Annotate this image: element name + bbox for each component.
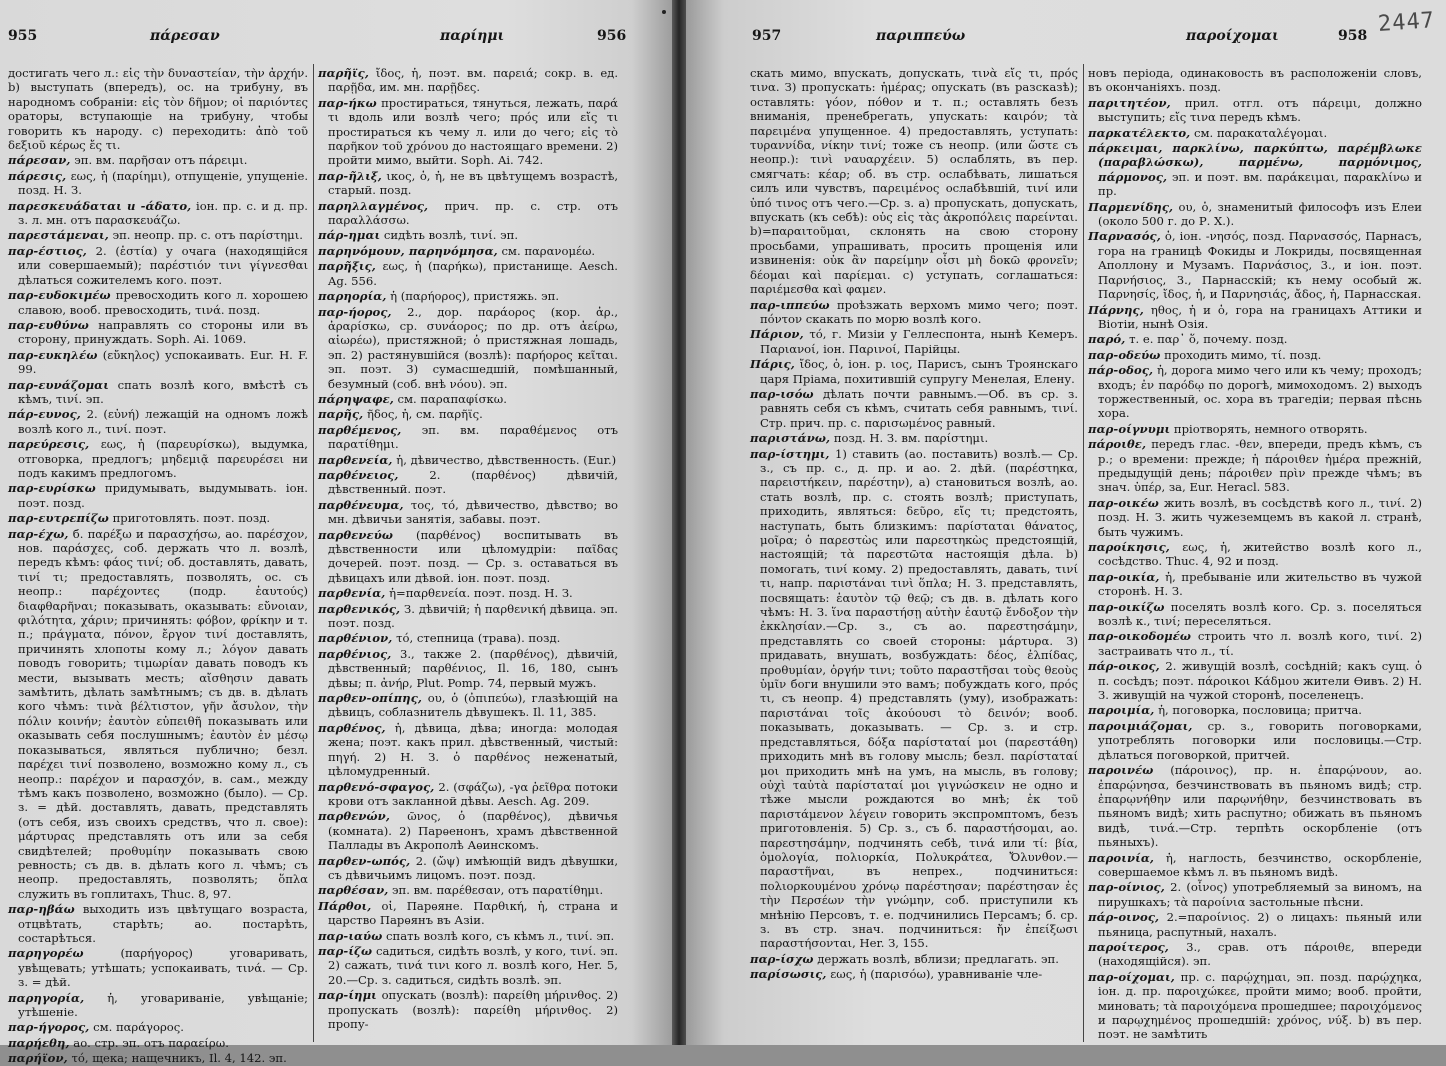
dictionary-entry [1088,880,1422,909]
entry-headword: παρθένιος, [318,646,392,661]
entry-definition: (παρθένος) воспитывать въ дѣвственности или цѣломудріи: παῖδας дочерей. поэт. позд. — Ср. з. оставаться въ дѣвицахъ или дѣвой. іон. поэт. позд. [328,527,618,585]
dictionary-entry [1088,96,1422,125]
dictionary-entry [318,721,618,779]
dictionary-entry [750,66,1078,297]
entry-headword: παρθένευμα, [318,497,404,512]
entry-definition: эп. неопр. пр. с. отъ παρίστημι. [112,228,303,243]
entry-headword: παρῆξις, [318,259,376,274]
entry-headword: Παρμενίδης, [1088,199,1174,214]
entry-definition: ου, ὁ, знаменитый философъ изъ Елеи (около 500 г. до Р. Х.). [1098,199,1423,229]
entry-definition: пріотворять, немного отворять. [1173,421,1368,436]
entry-headword: Παρνασός, [1088,229,1161,244]
entry-headword: παρ-ισόω [750,386,814,401]
dictionary-column [1088,66,1422,1041]
entry-definition: строить что л. возлѣ кого, τινί. 2) застраивать что л., τί. [1098,629,1422,658]
entry-headword: πάρ-οδος, [1088,363,1154,378]
dictionary-column [318,66,618,1041]
entry-definition: 3., срав. отъ πάροιθε, впереди (находящійся). эп. [1098,939,1422,969]
entry-headword: παρ-ήκω [318,95,377,110]
entry-headword: παρθενία, [318,586,386,601]
dictionary-entry [8,288,308,317]
entry-definition: τό, степница (трава). позд. [396,631,561,646]
page-number-957: 957 [752,28,782,44]
header-guide-word: παρίημι [440,28,505,44]
entry-definition: спать возлѣ кого, вмѣстѣ съ кѣмъ, τινί. эп. [18,377,309,406]
dictionary-entry [1088,422,1422,436]
entry-definition: пр. с. παρῴχημαι, эп. позд. παρῴχηκα, іон. д. пр. παροιχώκεε, пройти мимо; вооб. пройти, миновать; τὰ παροιχόμενα прошедшее; παροιχόμενος и παρῳχημένος прошедшій: χρόνος, νύξ. b) въ пер. поэт. не замѣтить [1098,969,1423,1042]
dictionary-entry [750,357,1078,386]
entry-definition: (εὔκηλος) успокаивать. Eur. H. F. 99. [18,347,309,377]
entry-headword: παρ-ευθύνω [8,317,89,332]
entry-headword: παρθενεύω [318,527,393,542]
dictionary-entry [318,780,618,809]
entry-definition: 3., также 2. (παρθένος), дѣвичій, дѣвственный; παρθένιος, Il. 16, 180, сынъ дѣвы; π. ἀνήρ, Plut. Pomp. 74, первый мужъ. [328,646,618,690]
dictionary-entry [318,259,618,288]
entry-headword: παρεστάμεναι, [8,228,109,243]
entry-headword: Πάριον, [750,327,804,342]
entry-headword: παρθενικός, [318,601,401,616]
entry-headword: παρηγορέω [8,946,84,961]
entry-definition: садиться, сидѣть возлѣ, у кого, τινί. эп. 2) сажать, τινά τινι кого л. возлѣ кого, Her. 5, 20.—Ср. з. садиться, сидѣть возлѣ. эп. [328,943,619,987]
dictionary-entry [8,199,308,228]
entry-definition: см. παρανομέω. [501,243,596,258]
entry-headword: πάρεσαν, [8,153,71,168]
dictionary-entry [1088,719,1422,762]
dictionary-entry [318,602,618,631]
entry-definition: ср. з., говорить поговорками, употреблять поговорки или пословицы.—Стр. дѣлаться поговоркой, притчей. [1098,718,1422,762]
entry-definition: проходить мимо, τί. позд. [1164,347,1322,362]
dictionary-entry [1088,629,1422,658]
entry-headword: πάρηψαφε, [318,391,394,406]
entry-definition: эп. вм. παραθέμενος отъ παρατίθημι. [328,422,618,452]
entry-headword: παρ-ήγορος, [8,1020,90,1035]
entry-headword: παρ-οικίζω [1088,599,1165,614]
dictionary-entry [318,199,618,228]
entry-definition: эп. и поэт. вм. παράκειμαι, παρακλίνω и пр. [1098,169,1422,199]
dictionary-entry [8,527,308,902]
dictionary-entry [8,481,308,510]
entry-definition: прил. отгл. отъ πάρειμι, должно выступить; εἴς τινα передъ кѣмъ. [1098,95,1422,125]
entry-definition: передъ глас. -θεν, впереди, предъ кѣмъ, съ р.; о времени: прежде; ἡ πάροιθεν ἡμέρα прежній, предыдущій день; πάροιθεν πρὶν прежде чѣмъ; въ знач. ὑπέρ, за, Eur. Heracl. 583. [1098,437,1423,495]
entry-headword: παρίσωσις, [750,967,827,982]
dictionary-entry [8,1036,308,1050]
dictionary-entry [1088,940,1422,969]
entry-definition: ἡ, дѣвичество, дѣвственность. (Eur.) [396,452,617,467]
entry-headword: Πάρις, [750,357,795,372]
page-number-958: 958 [1338,28,1368,44]
entry-definition: 1) ставить (ао. поставить) возлѣ.— Ср. з., съ пр. с., д. пр. и ао. 2. дѣй. (παρέστηκα, παρειστήκειν, παρέστην), а) становиться возлѣ, ао. стать возлѣ, пр. с. стоять возлѣ; приступать, приходить, являться: δεῦρο, εἴς τι; предстоять, наступать, быть близкимъ: παρίσταται θάνατος, μοῖρα; ὁ παρεστὼς или παρεστηκὼς предстоящій, настоящій; τὰ παρεστῶτα настоящія дѣла. b) помогать, τινί кому. 2) предоставлять, давать, τινί τι, напр. παριστάναι τινὶ ὅπλα; Н. З. представлять, посвящать: ἑαυτὸν τῷ θεῷ; съ дв. в. дѣлать кого чѣмъ: Н. З. ἵνα παραστήσῃ αὐτὴν ἑαυτῷ ἔνδοξον τὴν ἐκκλησίαν.—Ср. з., съ ао. παρεστησάμην, представлять со своей стороны: μάρτυρα. З) придавать, внушать, возбуждать: δέος, ἐλπίδας, προθυμίαν, ὀργήν τινι; τοῦτο παραστῆσαι τοὺς θεοὺς ὑμῖν боги внушили это вамъ; побуждать кого, πρός τι, съ неопр. 4) представлять (уму), изображать: παριστάναι τοῖς ἀκούουσι τὸ δεινόν; вооб. показывать, доказывать. — Ср. з. и стр. представляться, δόξα παρίσταταί μοι (παρεστάθη) приходить мнѣ въ голову мысль; безл. παρίσταταί μοι приходить мнѣ на умъ, на мысль, въ голову; οὐχὶ ταὐτὰ παρίσταταί μοι γιγνώσκειν не одно и тѣже мысли рождаются во мнѣ; ἐκ τοῦ παριστάμενον λέγειν говорить экспромптомъ, безъ приготовленія. 5) Ср. з., съ б. παραστήσομαι, ао. παρεστησάμην, подчинять себѣ, τινά или τί: βία, ὁμολογία, πολιορκία, Πολυκράτεα, Ὄλυνθον.—παραστῆναι, въ непрех., подчиниться: πολιορκουμένου χρόνῳ παρέστησαν; παρέστησαν ἐς τὴν Περσέων τὴν γνώμην, соб. приступили къ мнѣнію Персовъ, т. е. подчинились Персамъ; б. ср. з. въ стр. знач. подчиниться: ἤν ἐπείξωσι παραστήσονται, Her. З, 155. [760,446,1079,951]
entry-headword: παρ-ευδοκιμέω [8,288,111,303]
entry-headword: παρ-ευρίσκω [8,481,96,496]
entry-headword: παρ-ευτρεπίζω [8,511,109,526]
entry-headword: παρθεν-οπίπης, [318,691,422,706]
dictionary-entry [8,228,308,242]
entry-definition: приготовлять. поэт. позд. [112,511,271,526]
entry-headword: παρεσκευάδαται и -άδατο, [8,198,192,213]
entry-headword: παρ-οίνιος, [1088,880,1165,895]
entry-headword: παρεύρεσις, [8,437,90,452]
entry-headword: παρ-ήορος, [318,304,392,319]
entry-definition: ικος, ὁ, ἡ, не въ цвѣтущемъ возрастѣ, старый. позд. [328,168,619,198]
entry-headword: παρ-ίζω [318,943,373,958]
dictionary-entry [8,1020,308,1034]
entry-headword: παρ-οδεύω [1088,347,1161,362]
entry-definition: ἡ, дѣвица, дѣва; иногда: молодая жена; поэт. какъ прил. дѣвственный, чистый: πηγή. 2) Н. З. ὁ παρθένος неженатый, цѣломудренный. [328,720,618,779]
dictionary-entry [1088,600,1422,629]
entry-headword: παρήεθη, [8,1035,70,1050]
dictionary-entry [318,647,618,690]
entry-definition: жить возлѣ, въ сосѣдствѣ кого л., τινί. 2) позд. Н. З. жить чужеземцемъ въ какой л. странѣ, быть чужимъ. [1098,495,1422,539]
entry-definition: ἴδος, ἡ, поэт. вм. παρειά; сокр. в. ед. παρῇδα, им. мн. παρῇδες. [328,66,619,95]
dictionary-entry [8,318,308,347]
dictionary-entry [8,902,308,945]
header-guide-word: πάρεσαν [150,28,220,44]
entry-definition: іон. пр. с. и д. пр. з. л. мн. отъ παρασκευάζω. [18,198,308,228]
entry-definition: направлять со стороны или въ сторону, принуждать. Soph. Ai. 1069. [18,317,308,347]
entry-definition: простираться, тянуться, лежать, παρά τι вдоль или возлѣ чего; πρός или εἴς τι простираться къ чему л. или до чего; εἰς τὸ παρῆκον τοῦ χρόνου до настоящаго времени. 2) пройти мимо, выйти. Soph. Ai. 742. [328,95,618,168]
entry-headword: παρ-ιαύω [318,928,383,943]
entry-definition: ἴδος, ὁ, іон. р. ιος, Парисъ, сынъ Троянскаго царя Пріама, похитившій супругу Менелая, Елену. [760,357,1079,386]
entry-definition: 2.=παροίνιος. 2) о лицахъ: пьяный или пьяница, распутный, нахалъ. [1098,910,1422,939]
dictionary-entry [1088,200,1422,229]
entry-definition: ἡ, уговариваніе, увѣщаніе; утѣшеніе. [18,990,309,1019]
dictionary-entry [8,244,308,287]
entry-definition: τό, г. Мизіи у Геллеспонта, нынѣ Кемеръ. Παριανοί, іон. Παρινοί, Парійцы. [760,327,1078,356]
dictionary-entry [318,854,618,883]
dictionary-entry [318,883,618,897]
dictionary-entry [318,691,618,720]
entry-definition: сидѣть возлѣ, τινί. эп. [383,228,519,243]
header-guide-word: παριππεύω [876,28,966,44]
entry-headword: παρ-έχω, [8,526,69,541]
entry-headword: παρηγορία, [8,990,85,1005]
dictionary-entry [1088,229,1422,301]
dictionary-entry [750,952,1078,966]
dictionary-entry [318,631,618,645]
entry-headword: παρῆϊς, [318,66,369,80]
entry-definition: 2. живущій возлѣ, сосѣдній; какъ сущ. ὁ π. сосѣдъ; поэт. πάροικοι Κάδμου жители Ѳивъ. 2) Н. З. живущій на чужой сторонѣ, поселенецъ. [1098,659,1422,703]
entry-headword: παρθέσαν, [318,883,389,898]
entry-headword: παρ-ευκηλέω [8,347,98,362]
dictionary-entry [750,387,1078,430]
entry-headword: πάρ-οινος, [1088,910,1160,925]
column-rule [1083,64,1084,1042]
entry-definition: выходить изъ цвѣтущаго возраста, отцвѣтать, старѣть; ао. постарѣть, состарѣться. [18,902,308,945]
entry-headword: Πάρνης, [1088,302,1144,317]
entry-headword: πάρκειμαι, παρκλίνω, παρκύπτω, παρέμβλωκε (παραβλώσκω), παρμένω, παρμόνιμος, πάρμονος, [1088,141,1422,184]
entry-headword: παρήϊον, [8,1051,68,1066]
dictionary-entry [8,511,308,525]
entry-definition: οἱ, Парѳяне. Παρθική, ἡ, страна и царство Парѳянъ въ Азіи. [328,898,618,928]
dictionary-entry [8,946,308,989]
dictionary-entry [1088,703,1422,717]
entry-headword: παρκατέλεκτο, [1088,125,1191,140]
entry-headword: πάρεσις, [8,168,67,183]
entry-definition: проѣзжать верхомъ мимо чего; поэт. πόντον скакать по морю возлѣ кого. [760,297,1079,326]
dictionary-entry [1088,540,1422,569]
entry-headword: παριτητέον, [1088,95,1171,110]
book-gutter [672,0,686,1045]
dictionary-entry [1088,303,1422,332]
entry-definition: см. παραπαφίσκω. [397,391,507,406]
entry-definition: 2. (ἑστία) у очага (находящійся или совершаемый); παρέστιόν τινι γίγνεσθαι дѣлаться сожителемъ кого. поэт. [18,243,308,287]
dictionary-entry [318,96,618,168]
dictionary-entry [318,809,618,852]
entry-headword: πάρ-οικος, [1088,659,1160,674]
entry-headword: παρ-ηβάω [8,902,75,917]
dictionary-entry [318,988,618,1031]
page-number-955: 955 [8,28,38,44]
dictionary-entry [1088,763,1422,849]
dictionary-entry [318,66,618,95]
dictionary-entry [750,967,1078,981]
entry-definition: ῆδος, ἡ, см. παρῆϊς. [366,407,483,422]
dictionary-entry [8,407,308,436]
entry-definition: б. παρέξω и παρασχήσω, ао. παρέσχον, нов. παράσχες, соб. держать что л. возлѣ, передъ кѣмъ: φάος τινί; об. доставлять, давать, τινί τι; предоставлять, позволять, ос. съ неопр.: παρέχοντες (подр. ἑαυτούς) διαφθαρῆναι; показывать, оказывать: εὔνοιαν, φιλότητα, χάριν; причинять: φόβον, φρίκην и т. п.; πράγματα, πόνον, ἔργον τινί доставлять, причинять хлопоты кому л.; λόγον давать поводъ говорить; τιμωρίαν давать поводъ къ мести, вызывать месть; αἴσθησιν давать замѣтить, дѣлать замѣтнымъ; съ дв. в. дѣлать кого чѣмъ: τινὰ βέλτιστον, γῆν ἄσυλον, τὴν πόλιν κοινήν; ἑαυτὸν εὐπειθῆ показывать или оказывать себя послушнымъ; ἑαυτὸν ἐν μέσῳ показываться, являться публично; безл. παρέχει τινί позволено, возможно кому л., съ неопр.: παρέχον и παρασχόν, в. сам., между тѣмъ какъ позволено, возможно (было). — Ср. з. = дѣй. доставлять, давать, представлять (отъ себя, изъ своихъ средствъ, что л. свое): μάρτυρας представлять отъ или за себя свидѣтелей; προθυμίην показывать свою ревность; съ дв. в. дѣлать кого л. чѣмъ; съ неопр. предоставлять, позволять; ὅπλα служить въ гоплитахъ, Thuc. 8, 97. [18,526,308,901]
entry-headword: παρ-ευνάζομαι [8,377,109,392]
entry-definition: ἡ=παρθενεία. поэт. позд. Н. З. [389,586,573,601]
entry-headword: παρηορία, [318,289,387,304]
entry-headword: παρῆς, [318,407,364,422]
left-page [0,0,672,1066]
entry-definition: ἡ, пребываніе или жительство въ чужой сторонѣ. Н. З. [1098,569,1422,599]
entry-headword: παρ-ῆλιξ, [318,168,382,183]
entry-headword: παρθένειος, [318,467,399,482]
dictionary-entry [1088,851,1422,880]
entry-definition: ἡ, наглость, безчинство, оскорбленіе, совершаемое кѣмъ л. въ пьяномъ видѣ. [1098,850,1423,879]
entry-definition: 2. (σφάζω), -γα ῥεῖθρα потоки крови отъ закланной дѣвы. Aesch. Ag. 209. [328,779,618,808]
dictionary-entry [8,348,308,377]
ink-dot [662,10,666,14]
entry-headword: παροίκησις, [1088,540,1170,554]
dictionary-entry [318,392,618,406]
dictionary-entry [318,929,618,943]
entry-definition: εως, ἡ (παρίημι), отпущеніе, упущеніе. позд. Н. З. [18,168,309,198]
dictionary-column [8,66,309,1066]
entry-definition: опускать (возлѣ): παρείθη μήρινθος. 2) пропускать (возлѣ): παρείθη μήρινθος. 2) пропу- [328,988,618,1031]
entry-definition: τος, τό, дѣвичество, дѣвство; во мн. дѣвичьи занятія, забавы. поэт. [328,497,619,527]
entry-headword: παρθενεία, [318,452,393,467]
entry-definition: прич. пр. с. стр. отъ παραλλάσσω. [328,198,619,228]
entry-definition: позд. Н. З. вм. παρίστημι. [833,431,989,446]
dictionary-entry [318,586,618,600]
dictionary-entry [750,431,1078,445]
dictionary-entry [318,528,618,586]
entry-headword: παρ-οίγνυμι [1088,421,1171,436]
dictionary-entry [318,899,618,928]
handwritten-note: 2447 [1377,8,1436,37]
entry-definition: 2. (παρθένος) дѣвичій, дѣвственный. поэт. [328,467,619,497]
entry-definition: (παρήγορος) уговаривать, увѣщевать; утѣшать; успокаивать, τινά. — Ср. з. = дѣй. [18,946,308,990]
entry-definition: 2. (οἶνος) употребляемый за виномъ, на пирушкахъ; τὰ παροίνια застольные пѣсни. [1098,880,1423,909]
dictionary-entry [318,289,618,303]
entry-headword: παρθέμενος, [318,422,402,437]
dictionary-entry [318,305,618,391]
entry-headword: παρθένος, [318,720,386,735]
entry-definition: εως, ἡ (παρισόω), уравниваніе чле- [830,967,1043,982]
entry-definition: 2. (ὤψ) имѣющій видъ дѣвушки, съ дѣвичьимъ лицомъ. поэт. позд. [328,853,619,882]
entry-headword: παρηνόμουν, παρηνόμησα, [318,243,498,258]
entry-headword: παρ-οικέω [1088,495,1159,510]
entry-definition: εως, ἡ (παρήκω), пристанище. Aesch. Ag. 556. [328,259,618,288]
entry-definition: держать возлѣ, вблизи; предлагать. эп. [817,951,1059,966]
dictionary-entry [8,378,308,407]
dictionary-entry [1088,141,1422,199]
entry-headword: παρθένιον, [318,631,393,646]
entry-definition: см. παράγορος. [93,1020,184,1035]
entry-headword: παρθεν-ωπός, [318,853,411,868]
entry-definition: эп. вм. παρέθεσαν, отъ παρατίθημι. [392,883,604,898]
dictionary-entry [318,244,618,258]
entry-definition: поселять возлѣ кого. Ср. з. поселяться возлѣ к., τινί; переселяться. [1098,599,1423,629]
dictionary-entry [750,447,1078,951]
entry-headword: παροιμία, [1088,703,1155,718]
entry-headword: πάρ-ημαι [318,228,381,243]
entry-definition: ἡ, дорога мимо чего или къ чему; проходъ; входъ; ἐν παρόδῳ по дорогѣ, мимоходомъ. 2) выходъ торжественный, ос. хора въ трагедіи; первая пѣснь хора. [1098,363,1422,421]
dictionary-entry [750,298,1078,327]
entry-definition: τό, щека; нащечникъ, Il. 4, 142. эп. [71,1051,287,1066]
entry-definition: ἡ, поговорка, пословица; притча. [1158,703,1362,718]
entry-headword: Πάρθοι, [318,898,372,913]
entry-headword: παρθενό-σφαγος, [318,779,435,794]
entry-headword: παρ-ίστημι, [750,446,830,461]
dictionary-entry [318,423,618,452]
dictionary-entry [318,468,618,497]
entry-headword: παρ-οικία, [1088,569,1160,584]
entry-definition: ηθος, ἡ и ὁ, гора на границахъ Аттики и Віотіи, нынѣ Озія. [1098,302,1422,331]
dictionary-entry [318,944,618,987]
entry-headword: παροιμιάζομαι, [1088,718,1193,733]
entry-definition: т. е. παρ᾽ ὅ, почему. позд. [1129,332,1288,347]
dictionary-entry [1088,437,1422,495]
dictionary-entry [8,991,308,1020]
entry-headword: παρ-έστιος, [8,243,87,258]
entry-definition: превосходить кого л. хорошею славою, вооб. превосходить, τινά. позд. [18,288,308,317]
entry-definition: εως, ἡ (παρευρίσκω), выдумка, отговорка, предлогъ; μηδεμιᾷ παρευρέσει ни подъ какимъ предлогомъ. [18,437,308,480]
dictionary-entry [8,66,308,152]
dictionary-entry [1088,332,1422,346]
dictionary-entry [318,498,618,527]
dictionary-entry [318,169,618,198]
dictionary-entry [1088,910,1422,939]
entry-definition: 2. (εὐνή) лежащій на одномъ ложѣ возлѣ кого л., τινί. поэт. [18,407,309,436]
entry-headword: παρ-ιππεύω [750,297,830,312]
page-number-956: 956 [597,28,627,44]
entry-headword: παρ-ίσχω [750,951,814,966]
entry-definition: достигать чего л.: εἰς τὴν δυναστείαν, τὴν ἀρχήν. b) выступать (впередъ), ос. на трибуну, въ народномъ собраніи: εἰς τὸν δῆμον; οἱ παριόντες ораторы, вступающіе на трибуну, чтобы говорить къ народу. c) переходить: ἀπὸ τοῦ δεξιοῦ κέρως ἔς τι. [8,66,308,153]
dictionary-entry [8,153,308,167]
entry-definition: см. παρακαταλέγομαι. [1194,125,1328,140]
dictionary-entry [8,437,308,480]
dictionary-entry [318,228,618,242]
dictionary-entry [8,1051,308,1065]
entry-definition: ὁ, іон. -νησός, позд. Παρνασσός, Парнасъ, гора на границѣ Фокиды и Локриды, посвященная Аполлону и Музамъ. Παρνάσιος, 3., и іон. поэт. Παρνήσιος, 3., Парнасскій; къ нему особый ж. Παρνησίς, ἴδος, ἡ, и Παρνησιάς, ἄδος, ἡ, Парнасская. [1098,229,1423,302]
dictionary-entry [1088,66,1422,95]
entry-headword: παρ-ίημι [318,988,377,1003]
entry-headword: παρό, [1088,332,1126,347]
dictionary-entry [318,453,618,467]
dictionary-entry [750,327,1078,356]
dictionary-entry [1088,659,1422,702]
dictionary-entry [1088,126,1422,140]
dictionary-entry [1088,970,1422,1042]
entry-headword: πάροιθε, [1088,437,1147,452]
dictionary-entry [1088,570,1422,599]
entry-definition: новъ періода, одинаковость въ расположеніи словъ, въ окончаніяхъ. позд. [1088,66,1422,95]
entry-definition: скать мимо, впускать, допускать, τινὰ εἴς τι, πρός τινα. З) пропускать: ἡμέρας; опускать (въ разсказѣ); оставлять: γόον, πόθον и т. п.; оставлять безъ вниманія, пренебрегать, упускать: καιρόν; τὰ παρειμένα упущенное. 4) предоставлять, уступать: τυραννίδα, νίκην τινί; тоже съ неопр. (или ὥστε съ неопр.): τινὶ ναυαρχέειν. 5) ослаблять, въ пер. смягчать: κέαρ; об. въ стр. ослабѣвать, лишаться силъ или чувствъ, παρειμένος ослабѣвшій, τινί или ὑπό τινος отъ чего.—Ср. з. а) пропускать, допускать, впускать (къ себѣ): οὐς εἰς τὰς ἀκροπόλεις παρείνται. b)=παραιτοῦμαι, склонять на свою сторону просьбами, упрашивать, просить прощенія или извиненія: οὐκ ἂν παρείμην οἶσι μὴ δοκῶ φρονεῖν; δέομαι καὶ παρίεμαι. c) уступать, соглашаться: παριέμεσθα καὶ φαμεν. [750,66,1078,297]
entry-headword: πάρ-ευνος, [8,407,81,422]
entry-headword: παρηλλαγμένος, [318,198,429,213]
dictionary-entry [1088,363,1422,421]
entry-headword: παροίτερος, [1088,939,1169,954]
dictionary-column [750,66,1078,1041]
entry-definition: придумывать, выдумывать. іон. поэт. позд. [18,481,308,510]
entry-definition: спать возлѣ кого, съ кѣмъ л., τινί. эп. [386,928,615,943]
entry-definition: эп. вм. παρῆσαν отъ πάρειμι. [74,153,248,168]
dictionary-entry [318,407,618,421]
entry-definition: εως, ἡ, житейство возлѣ кого л., сосѣдство. Thuc. 4, 92 и позд. [1098,540,1422,569]
dictionary-entry [1088,496,1422,539]
entry-definition: ао. стр. эп. отъ παραείρω. [73,1035,229,1050]
entry-definition: дѣлать почти равнымъ.—Об. въ ср. з. равнять себя съ кѣмъ, считать себя равнымъ, τινί. Стр. прич. пр. с. παρισωμένος равный. [760,386,1079,430]
column-rule [313,64,314,1042]
entry-definition: ῶνος, ὁ (παρθένος), дѣвичья (комната). 2) Парѳенонъ, храмъ дѣвственной Паллады въ Акрополѣ Аѳинскомъ. [328,809,618,853]
entry-headword: παροινέω [1088,763,1154,778]
entry-headword: παρ-οικοδομέω [1088,629,1192,644]
entry-headword: παρθενών, [318,809,390,824]
header-guide-word: παροίχομαι [1186,28,1279,44]
right-page [686,0,1446,1045]
dictionary-entry [8,169,308,198]
entry-definition: ἡ (παρήορος), пристяжь. эп. [390,289,560,304]
entry-definition: З. дѣвичій; ἡ παρθενική дѣвица. эп. поэт. позд. [328,601,618,631]
entry-definition: (πάροινος), пр. н. ἐπαρῴνουν, ао. ἐπαρῴνησα, безчинствовать въ пьяномъ видѣ; стр. ἐπαρῳνήθην или παρῳνήθην, безчинствовать въ пьяномъ видѣ; хить распутно; обижать въ пьяномъ видѣ, τινά.—Стр. терпѣть оскорбленіе (отъ пьяныхъ). [1098,763,1422,850]
dictionary-entry [1088,348,1422,362]
entry-headword: παροινία, [1088,850,1154,865]
entry-definition: 2., дор. παράορος (кор. ἀρ., ἀραρίσκω, ср. συνάορος; по др. отъ ἀείρω, αἰωρέω), пристяжной; ὁ пристяжная лошадь, эп. 2) растянувшійся (возлѣ): παρήορος κεῖται. эп. поэт. 3) сумасшедшій, помѣшанный, безумный (соб. внѣ νόου). эп. [328,304,619,391]
entry-headword: παρ-οίχομαι, [1088,969,1175,984]
entry-definition: ου, ὁ (ὀπιπεύω), глазѣющій на дѣвицъ, соблазнитель дѣвушекъ. Il. 11, 385. [328,691,619,720]
entry-headword: παριστάνω, [750,431,831,446]
